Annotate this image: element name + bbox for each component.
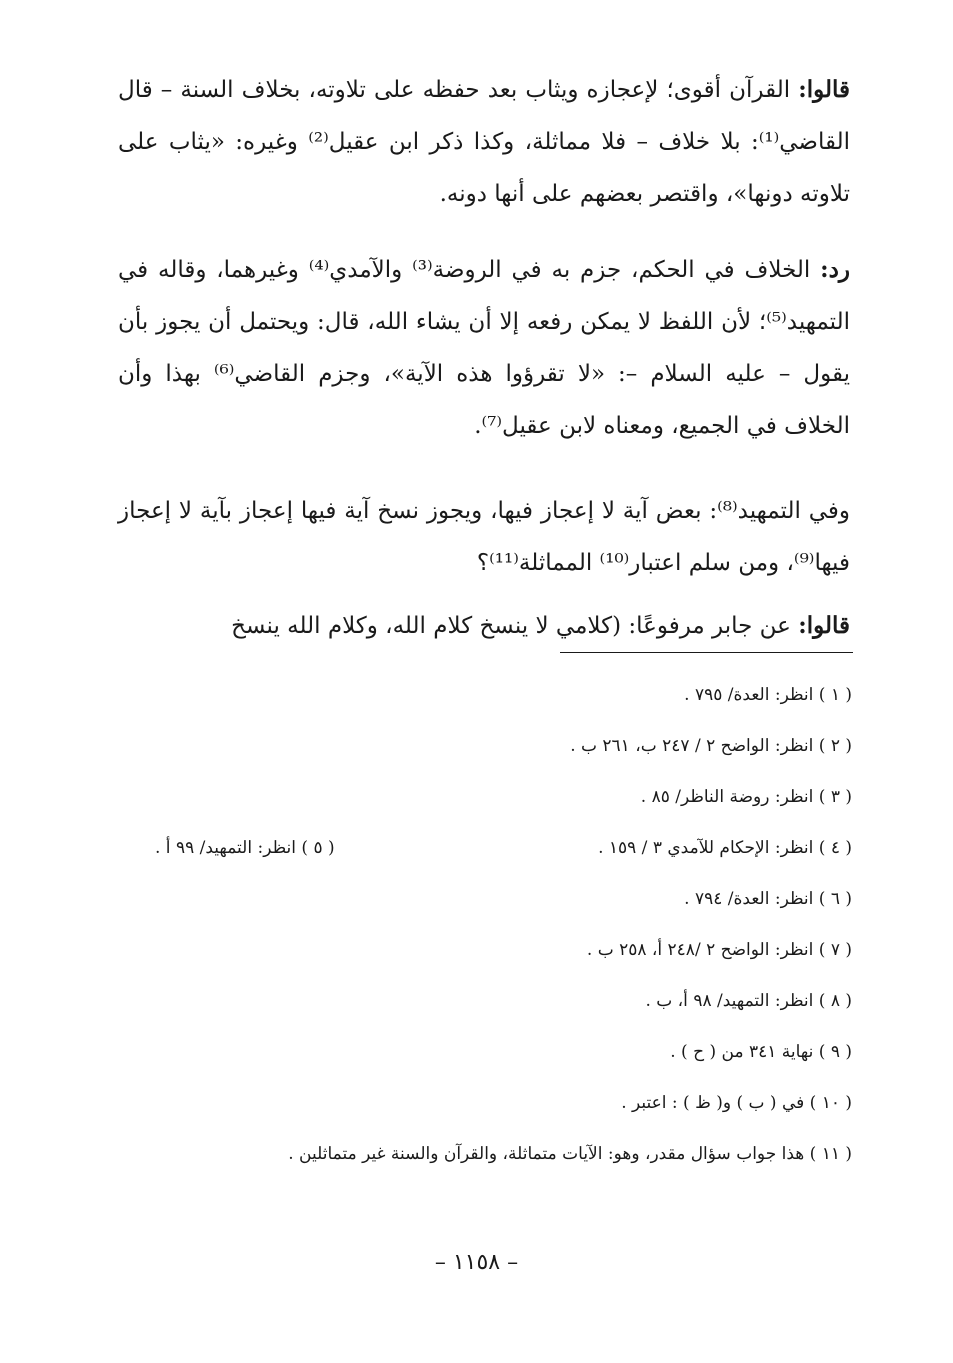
footnote-11: ( ١١ ) هذا جواب سؤال مقدر، وهو: الآيات متماثلة، والقرآن والسنة غير متماثلين . — [288, 1144, 852, 1164]
footnote-10: ( ١٠ ) في ( ب ) و( ظ ) : اعتبر . — [621, 1093, 852, 1113]
paragraph-text: القرآن أقوى؛ لإعجازه ويثاب بعد حفظه على تلاوته، بخلاف السنة – قال القاضي⁽¹⁾: بلا خلاف – فلا مماثلة، وكذا ذكر ابن عقيل⁽²⁾ وغيره: «يثاب على تلاوته دونها»، واقتصر بعضهم على أنها دونه. — [118, 77, 850, 207]
footnote-2: ( ٢ ) انظر: الواضح ٢ / ٢٤٧ ب، ٢٦١ ب . — [570, 736, 852, 756]
paragraph-3 — [118, 485, 850, 589]
paragraph-lead: قالوا: — [798, 76, 850, 103]
footnote-separator — [560, 652, 853, 653]
paragraph-text: الخلاف في الحكم، جزم به في الروضة⁽³⁾ والآمدي⁽⁴⁾ وغيرهما، وقاله في التمهيد⁽⁵⁾؛ لأن اللفظ لا يمكن رفعه إلا أن يشاء الله، قال: ويحتمل أن يجوز بأن يقول – عليه السلام –: «لا تقرؤوا هذه الآية»، وجزم القاضي⁽⁶⁾ بهذا وأن الخلاف في الجميع، ومعناه لابن عقيل⁽⁷⁾. — [118, 257, 850, 439]
paragraph-2 — [118, 244, 850, 452]
footnote-7: ( ٧ ) انظر: الواضح ٢ /٢٤٨ أ، ٢٥٨ ب . — [586, 940, 852, 960]
footnote-9: ( ٩ ) نهاية ٣٤١ من ( ح ) . — [670, 1042, 852, 1062]
footnotes — [140, 670, 852, 1180]
paragraph-4 — [118, 600, 850, 652]
page-number: – ١١٥٨ – — [434, 1250, 519, 1275]
footnote-row-4-5 — [140, 823, 852, 874]
paragraph-text: وفي التمهيد⁽⁸⁾: بعض آية لا إعجاز فيها، ويجوز نسخ آية فيها إعجاز بآية لا إعجاز فيها⁽⁹⁾، ومن سلم اعتبار⁽¹⁰⁾ المماثلة⁽¹¹⁾؟ — [118, 498, 850, 576]
paragraph-1 — [118, 64, 850, 220]
paragraph-lead: قالوا: — [798, 612, 850, 639]
footnote-5: ( ٥ ) انظر: التمهيد/ ٩٩ أ . — [155, 838, 335, 858]
paragraph-lead: رد: — [820, 256, 850, 283]
footnote-3: ( ٣ ) انظر: روضة الناظر/ ٨٥ . — [640, 787, 852, 807]
footnote-8: ( ٨ ) انظر: التمهيد/ ٩٨ أ، ب . — [645, 991, 852, 1011]
footnote-4: ( ٤ ) انظر: الإحكام للآمدي ٣ / ١٥٩ . — [598, 838, 852, 858]
footnote-1: ( ١ ) انظر: العدة/ ٧٩٥ . — [684, 685, 852, 705]
paragraph-text: عن جابر مرفوعًا: (كلامي لا ينسخ كلام الله، وكلام الله ينسخ — [231, 613, 799, 639]
footnote-6: ( ٦ ) انظر: العدة/ ٧٩٤ . — [684, 889, 852, 909]
